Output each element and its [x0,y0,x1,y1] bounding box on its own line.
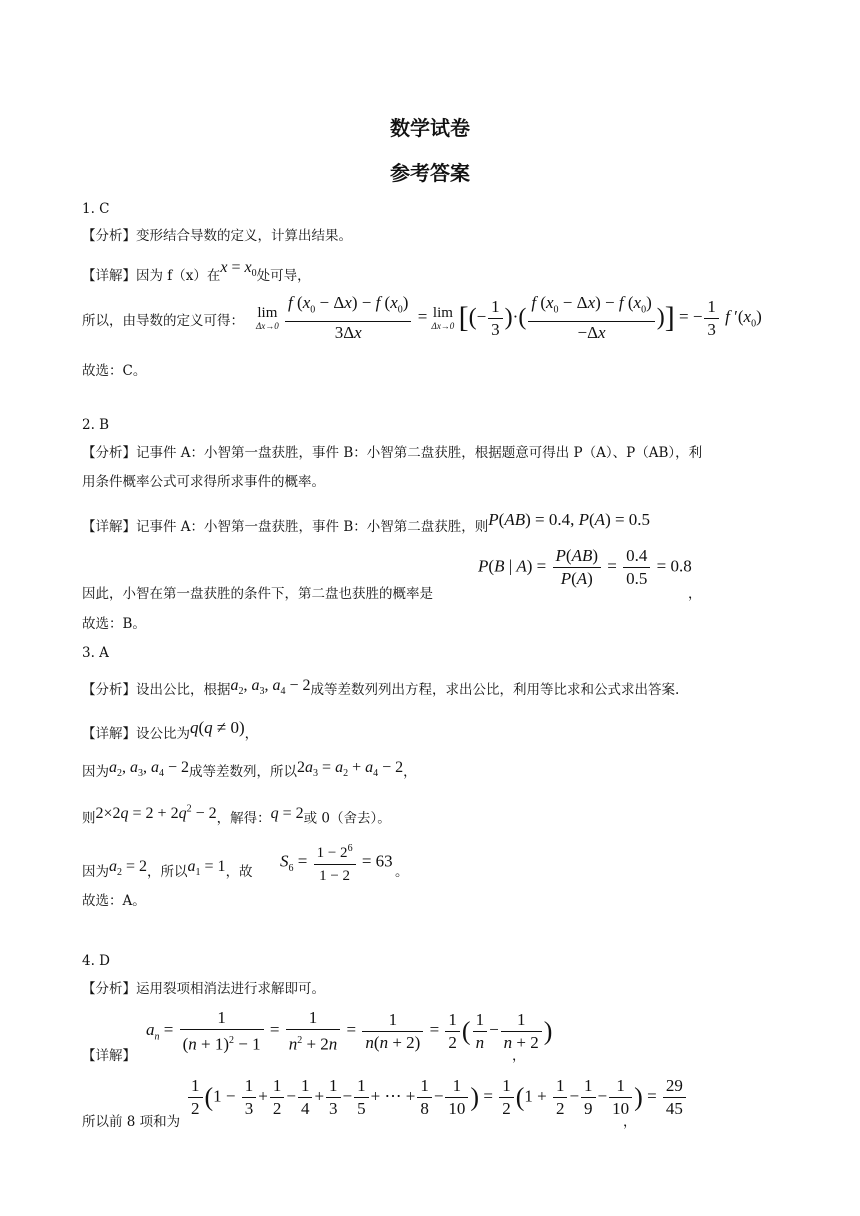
q3-analysis-formula: $a_2$, $a_3$, $a_4 - 2$ [230,677,311,698]
q4-detail-tail: ， [512,1048,526,1064]
q3-sum [82,858,253,888]
q3-because-formula2: $2a_3 = a_2 + a_4 - 2$ [297,759,404,780]
q1-derive-formula: lim Δx→0 $\frac{f (x_0 - \Delta x) - f (x_0)}{3\Delta x}$ = lim Δx→0 [(− $\frac{1}{3}$ )·( $\frac{f (x_0 - \Delta x) - f (x_0)}{-\Delta x}$ )] = − $\frac{1}{3}$ f $'(x_0)$ [256,293,762,343]
q1-derive-label: 所以，由导数的定义可得： [82,313,244,329]
q3-analysis-pre: 【分析】设出公比，根据 [82,682,231,698]
q3-detail-label: 【详解】设公比为 [82,726,190,742]
q1-answer: 故选：C。 [82,363,147,379]
q1-detail: 【详解】因为 f（x）在$x = x_0$处可导， [82,259,311,284]
q2-conditional-formula: P(B | A) = $\frac{P(AB)}{P(A)}$ = $\frac{0.4}{0.5}$ = 0.8 [478,546,692,588]
q3-then-formula2: q = 2 [270,805,304,823]
q3-then-mid: ，解得： [216,810,271,827]
q4-detail-formula: $a_n$ = $\frac{1}{(n + 1)^2 - 1}$ = $\frac{1}{n^2 + 2n}$ = $\frac{1}{n(n + 2)}$ = $\frac{1}{2}$ ( $\frac{1}{n}$ − $\frac{1}{n + 2}$ ) [146,1008,553,1054]
q2-analysis-line1: 【分析】记事件 A：小智第一盘获胜，事件 B：小智第二盘获胜，根据题意可得出 P（A）、P（AB），利 [82,445,703,461]
q1-analysis: 【分析】变形结合导数的定义，计算出结果。 [82,228,352,244]
q4-sum-label: 所以前 8 项和为 [82,1114,181,1130]
q3-then-pre: 则 [82,810,96,827]
q3-analysis [82,677,680,706]
q3-because-pre: 因为 [82,764,109,780]
q3-analysis-post: 成等差数列列出方程，求出公比，利用等比求和公式求出答案. [310,682,680,698]
q1-detail-tail: 处可导， [256,268,311,284]
page-title: 数学试卷 [390,116,470,140]
q3-because [82,759,417,788]
q3-sum-pre: 因为 [82,864,109,880]
q3-sum-formula1: $a_2 = 2$ [109,858,148,879]
q3-detail-tail: ， [244,726,259,742]
q3-sum-formula2: $a_1 = 1$ [187,858,226,879]
q3-detail-formula: q(q ≠ 0) [190,718,245,737]
q2-detail-formula: P(AB) = 0.4, P(A) = 0.5 [488,510,651,529]
page-subtitle: 参考答案 [390,161,470,185]
q3-then [82,804,391,828]
q4-number: 4. D [82,953,110,969]
q1-detail-formula: x [220,259,228,276]
q1-detail-label: 【详解】因为 f（x）在 [82,268,221,284]
q3-number: 3. A [82,645,109,661]
q4-analysis: 【分析】运用裂项相消法进行求解即可。 [82,981,325,997]
q3-answer: 故选：A。 [82,893,146,909]
q3-because-formula: $a_2$, $a_3$, $a_4 - 2$ [109,759,190,780]
q3-sum-tail: 。 [395,864,409,880]
q3-because-tail: ， [403,764,417,780]
q2-conditional-label: 因此，小智在第一盘获胜的条件下，第二盘也获胜的概率是 [82,586,433,602]
q2-answer: 故选：B。 [82,616,146,632]
q1-number: 1. C [82,201,110,217]
q2-number: 2. B [82,417,110,433]
q2-conditional-comma: ， [688,586,702,602]
q4-sum-formula: $\frac{1}{2}$ (1 − $\frac{1}{3}$ + $\frac{1}{2}$ − $\frac{1}{4}$ + $\frac{1}{3}$ − $\frac{1}{5}$ + ⋯ + $\frac{1}{8}$ − $\frac{1}{10}$ ) = $\frac{1}{2}$ (1 + $\frac{1}{2}$ − $\frac{1}{9}$ − $\frac{1}{10}$ ) = $\frac{29}{45}$ [186,1075,688,1120]
q3-then-tail: 或 0（舍去）。 [303,810,391,827]
q3-detail [82,718,259,744]
q3-then-formula: $2\times 2q = 2 + 2q^2 - 2$ [95,804,217,823]
q4-detail-label: 【详解】 [82,1048,136,1064]
q3-sum-formula3: $S_6$ = $\frac{1 - 2^6}{1 - 2}$ = 63 [280,838,393,887]
q4-sum-tail: ， [623,1114,637,1130]
q3-sum-mid2: ，故 [225,864,253,880]
q2-analysis-line2: 用条件概率公式可求得所求事件的概率。 [82,474,325,490]
q2-detail-label: 【详解】记事件 A：小智第一盘获胜，事件 B：小智第二盘获胜，则 [82,519,489,535]
q3-sum-mid1: ，所以 [147,864,188,880]
q3-because-mid: 成等差数列，所以 [189,764,298,780]
q2-detail [82,510,651,537]
